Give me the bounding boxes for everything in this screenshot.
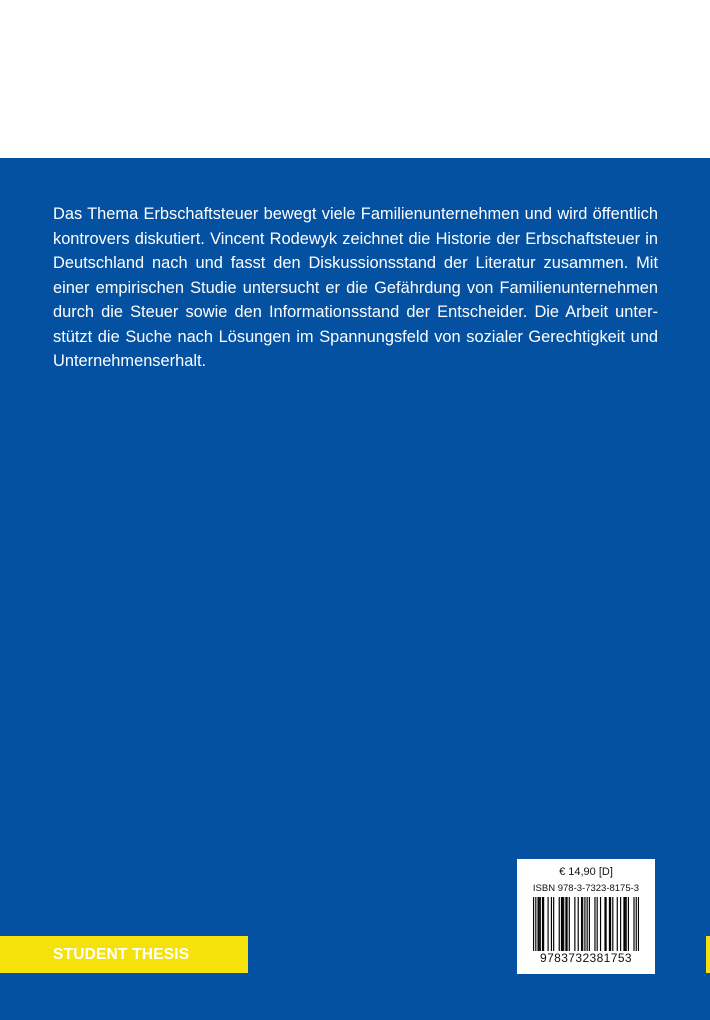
barcode-bar [559, 897, 560, 951]
barcode-bar [626, 897, 627, 951]
barcode-bar [594, 897, 595, 951]
barcode-bar [606, 897, 607, 951]
barcode-bar [535, 897, 536, 951]
barcode-bar [623, 897, 624, 951]
barcode-bar [604, 897, 605, 951]
isbn-digits: 9783732381753 [540, 951, 632, 965]
barcode-label [517, 859, 655, 974]
barcode-bar [539, 897, 540, 951]
barcode-bar [600, 897, 601, 951]
barcode-bar [565, 897, 566, 951]
barcode-bar [574, 897, 575, 951]
barcode-bar [563, 897, 564, 951]
barcode-bar [578, 897, 579, 951]
barcode-bar [633, 897, 634, 951]
barcode-bar [562, 897, 563, 951]
price-tag: € 14,90 [D] [559, 866, 613, 878]
barcode-bar [569, 897, 570, 951]
barcode-bar [542, 897, 543, 951]
barcode-bar [624, 897, 625, 951]
barcode-bar [553, 897, 554, 951]
barcode-bar [543, 897, 544, 951]
barcode-bar [620, 897, 621, 951]
isbn-label: ISBN 978-3-7323-8175-3 [532, 883, 640, 894]
barcode-bar [581, 897, 582, 951]
series-label: STUDENT THESIS [53, 946, 190, 963]
barcode-bar [561, 897, 562, 951]
barcode-bar [617, 897, 618, 951]
barcode-bar [609, 897, 610, 951]
barcode-bar [540, 897, 541, 951]
student-thesis-band [0, 936, 248, 973]
barcode-bar [628, 897, 629, 951]
cover-blurb: Das Thema Erbschaftsteuer bewegt viele Familienunternehmen und wird öffentlich kontrovers diskutiert. Vincent Rodewyk zeichnet die Historie der Erbschaftsteuer in Deutschland nach und fasst den Diskussionsstand der Literatur zusammen. Mit einer empirischen Studie untersucht er die Gefährdung von Familienunternehmen durch die Steuer sowie den Informationsstand der Entscheider. Die Arbeit unterstützt die Suche nach Lösungen im Spannungsfeld von sozialer Gerechtigkeit und Unternehmenserhalt. [53, 205, 658, 370]
barcode-bar [584, 897, 585, 951]
barcode-bar [612, 897, 613, 951]
top-white-area [0, 0, 710, 158]
barcode-bar [551, 897, 552, 951]
barcode-bar [589, 897, 590, 951]
barcode-bar [582, 897, 583, 951]
barcode-bar [537, 897, 538, 951]
barcode-bar [610, 897, 611, 951]
barcode-bar [638, 897, 639, 951]
barcode-bar [533, 897, 534, 951]
barcode-bar [548, 897, 549, 951]
barcode-bar [566, 897, 567, 951]
barcode-bar [636, 897, 637, 951]
barcode-bars [533, 897, 639, 951]
barcode-bar [597, 897, 598, 951]
barcode-bar [587, 897, 588, 951]
edge-accent-strip [706, 936, 710, 973]
